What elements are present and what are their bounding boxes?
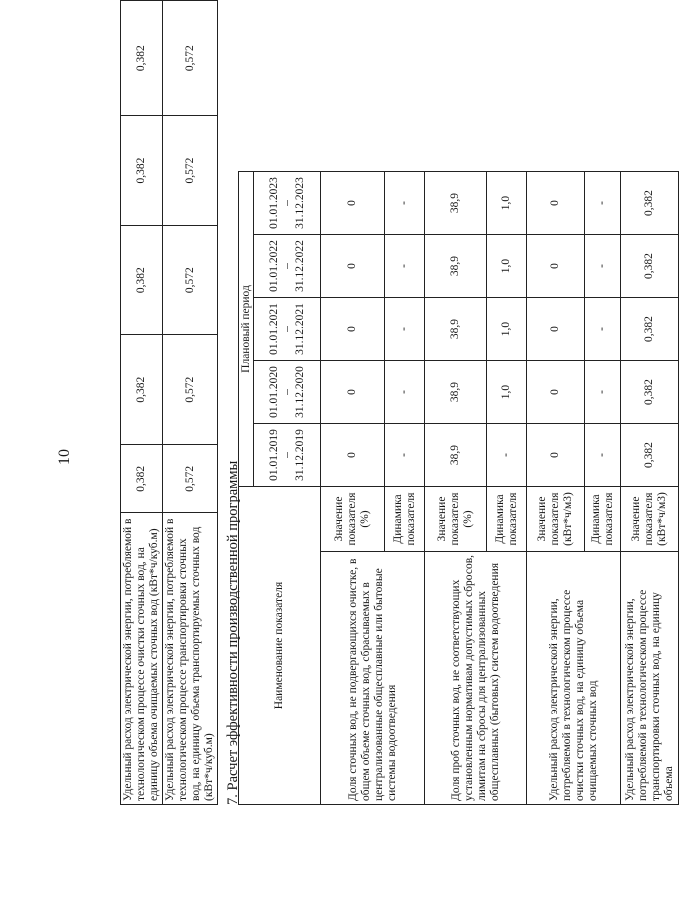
section-title: 7. Расчет эффективности производственной программы [225,460,241,805]
value-cell: 0,572 [163,225,218,335]
period-dash: – [280,326,293,332]
dynamics-label: Динамика показателя [585,487,621,552]
period-end: 31.12.2021 [293,303,306,355]
period-end: 31.12.2022 [293,240,306,292]
value-label: Значение показателя (кВт*ч/м3) [621,487,679,552]
value-cell: 38,9 [425,361,487,424]
dynamics-cell: 1,0 [487,172,527,235]
indicator-description: Удельный расход электрической энергии, потребляемой в технологическом процессе транспортировки сточных вод, на единицу объема транспортируемых сточных вод (кВт*ч/куб.м) [163,513,218,805]
value-cell: 0 [527,361,585,424]
dynamics-cell: - [385,172,425,235]
period-start: 01.01.2021 [267,303,280,355]
value-cell: 0,572 [163,335,218,445]
value-cell: 0 [527,235,585,298]
value-cell: 0,382 [621,424,679,487]
value-cell: 38,9 [425,172,487,235]
value-cell: 0,382 [621,361,679,424]
page-number: 10 [56,449,73,465]
period-dash: – [280,452,293,458]
value-cell: 0 [321,172,385,235]
table-row [425,172,487,805]
dynamics-cell: - [585,298,621,361]
dynamics-label: Динамика показателя [487,487,527,552]
header-indicator-name: Наименование показателя [239,487,321,805]
period-end: 31.12.2019 [293,429,306,481]
value-cell: 0,572 [163,445,218,513]
indicator-name: Удельный расход электрической энергии, потребляемой в технологическом процессе транспортировки сточных вод, на единицу объема [621,552,679,805]
period-start: 01.01.2022 [267,240,280,292]
header-row [239,172,254,805]
period-dash: – [280,263,293,269]
period-start: 01.01.2019 [267,429,280,481]
dynamics-cell: - [585,235,621,298]
top-table [120,0,218,805]
value-cell: 0,382 [121,225,163,335]
dynamics-cell: 1,0 [487,361,527,424]
period-start: 01.01.2023 [267,177,280,229]
table-row [163,1,218,805]
value-cell: 0,382 [621,235,679,298]
value-cell: 0,382 [121,1,163,116]
table-row [321,172,385,805]
value-cell: 0 [321,424,385,487]
indicator-description: Удельный расход электрической энергии, потребляемой в технологическом процессе очистки сточных вод, на единицу объема очищаемых сточных вод (кВт*ч/куб.м) [121,513,163,805]
table-row [621,172,679,805]
dynamics-cell: - [585,361,621,424]
dynamics-cell: 1,0 [487,235,527,298]
dynamics-label: Динамика показателя [385,487,425,552]
dynamics-cell: - [585,424,621,487]
period-end: 31.12.2023 [293,177,306,229]
value-cell: 0,382 [121,335,163,445]
period-start: 01.01.2020 [267,366,280,418]
value-cell: 38,9 [425,235,487,298]
dynamics-cell: - [385,235,425,298]
indicator-name: Доля проб сточных вод, не соответствующих установленным нормативам допустимых сбросов, лимитам на сбросы для централизованных общесплавных (бытовых) систем водоотведения [425,552,527,805]
period-header [254,424,321,487]
period-header [254,235,321,298]
value-cell: 0,572 [163,116,218,226]
dynamics-cell: 1,0 [487,298,527,361]
value-cell: 0 [321,298,385,361]
period-header [254,172,321,235]
value-cell: 0,382 [621,298,679,361]
value-cell: 0 [527,424,585,487]
dynamics-cell: - [385,361,425,424]
value-cell: 0 [321,235,385,298]
period-dash: – [280,389,293,395]
value-label: Значение показателя (кВт*ч/м3) [527,487,585,552]
value-cell: 0 [321,361,385,424]
indicator-name: Удельный расход электрической энергии, потребляемой в технологическом процессе очистки сточных вод, на единицу объема очищаемых сточных вод [527,552,621,805]
value-cell: 38,9 [425,424,487,487]
value-cell: 0,572 [163,1,218,116]
value-cell: 0,382 [121,116,163,226]
period-dash: – [280,200,293,206]
value-cell: 38,9 [425,298,487,361]
value-label: Значение показателя (%) [321,487,385,552]
table-row [527,172,585,805]
period-header [254,298,321,361]
period-end: 31.12.2020 [293,366,306,418]
header-planned-period: Плановый период [239,172,254,487]
dynamics-cell: - [585,172,621,235]
period-header [254,361,321,424]
value-cell: 0,382 [621,172,679,235]
dynamics-cell: - [385,424,425,487]
value-cell: 0 [527,298,585,361]
dynamics-cell: - [385,298,425,361]
value-cell: 0 [527,172,585,235]
value-cell: 0,382 [121,445,163,513]
table-row [121,1,163,805]
dynamics-cell: - [487,424,527,487]
indicator-name: Доля сточных вод, не подвергающихся очистке, в общем объеме сточных вод, сбрасываемых в централизованные общесплавные или бытовые системы водоотведения [321,552,425,805]
efficiency-table [238,171,679,805]
value-label: Значение показателя (%) [425,487,487,552]
